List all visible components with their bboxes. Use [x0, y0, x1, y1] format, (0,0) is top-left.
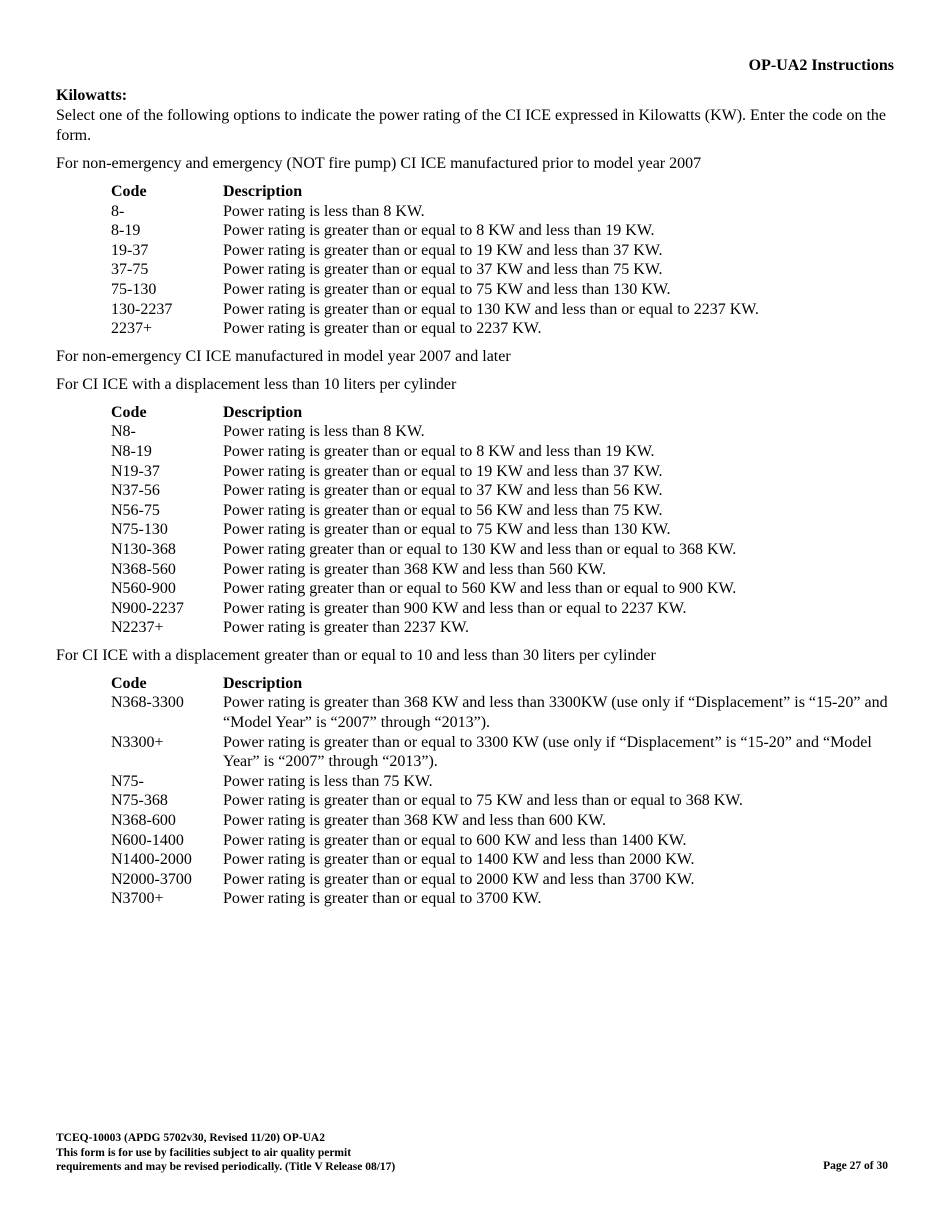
table-row [111, 300, 759, 320]
footer-release-note: requirements and may be revised periodically. (Title V Release 08/17) [56, 1161, 396, 1173]
row-code: N560-900 [111, 580, 176, 598]
section2-table [111, 403, 736, 638]
table-header-row [111, 403, 736, 423]
table-row [111, 560, 736, 580]
section2-sub-intro: For CI ICE with a displacement less than 10 liters per cylinder [56, 375, 457, 393]
table-row [111, 831, 896, 851]
main-content [56, 86, 896, 917]
row-description: Power rating is less than 8 KW. [223, 202, 425, 220]
row-description: Power rating is less than 75 KW. [223, 772, 433, 790]
table-row [111, 319, 759, 339]
row-code: 19-37 [111, 241, 149, 259]
table-row [111, 889, 896, 909]
row-description: Power rating is greater than or equal to 8 KW and less than 19 KW. [223, 222, 655, 240]
row-description: Power rating greater than or equal to 130 KW and less than or equal to 368 KW. [223, 540, 737, 558]
row-description: Power rating is less than 8 KW. [223, 423, 425, 441]
row-code: N368-560 [111, 560, 176, 578]
row-code: N1400-2000 [111, 851, 192, 869]
table-row [111, 280, 759, 300]
row-description: Power rating greater than or equal to 560 KW and less than or equal to 900 KW. [223, 580, 737, 598]
row-description: Power rating is greater than or equal to 75 KW and less than 130 KW. [223, 280, 671, 298]
row-code: 37-75 [111, 261, 149, 279]
row-description: Power rating is greater than or equal to 37 KW and less than 75 KW. [223, 261, 663, 279]
code-column-header: Code [111, 183, 147, 200]
row-code: N75-368 [111, 792, 168, 810]
code-column-header: Code [111, 403, 147, 421]
row-description: Power rating is greater than 900 KW and less than or equal to 2237 KW. [223, 599, 687, 617]
table-row [111, 693, 896, 732]
row-description: Power rating is greater than or equal to 8 KW and less than 19 KW. [223, 442, 655, 460]
table-row [111, 618, 736, 638]
row-code: 8-19 [111, 222, 141, 240]
row-description: Power rating is greater than or equal to 3300 KW (use only if “Displacement” is “15-20” and “Model Year” is “2007” through “2013”). [223, 733, 872, 771]
table-row [111, 501, 736, 521]
table-row [111, 791, 896, 811]
table-header-row [111, 674, 896, 694]
row-description: Power rating is greater than or equal to 2000 KW and less than 3700 KW. [223, 870, 695, 888]
section2-intro: For non-emergency CI ICE manufactured in model year 2007 and later [56, 347, 511, 365]
row-description: Power rating is greater than or equal to 37 KW and less than 56 KW. [223, 482, 663, 500]
row-description: Power rating is greater than or equal to 56 KW and less than 75 KW. [223, 501, 663, 519]
table-row [111, 870, 896, 890]
kilowatts-heading: Kilowatts: [56, 87, 128, 104]
table-row [111, 850, 896, 870]
row-description: Power rating is greater than or equal to 19 KW and less than 37 KW. [223, 462, 663, 480]
row-description: Power rating is greater than or equal to 3700 KW. [223, 890, 542, 908]
row-code: N3300+ [111, 733, 164, 751]
row-code: 8- [111, 202, 125, 220]
table-header-row [111, 182, 759, 202]
description-column-header: Description [223, 403, 303, 421]
table-row [111, 733, 896, 772]
table-row [111, 202, 759, 222]
row-code: N37-56 [111, 482, 160, 500]
row-description: Power rating is greater than or equal to 75 KW and less than or equal to 368 KW. [223, 792, 743, 810]
row-description: Power rating is greater than or equal to 130 KW and less than or equal to 2237 KW. [223, 300, 759, 318]
section1-intro: For non-emergency and emergency (NOT fire pump) CI ICE manufactured prior to model year 2007 [56, 155, 702, 172]
table-row [111, 811, 896, 831]
page-number: Page 27 of 30 [823, 1160, 888, 1172]
row-code: N75-130 [111, 521, 168, 539]
row-code: N368-600 [111, 812, 176, 830]
table-row [111, 442, 736, 462]
footer-usage-note: This form is for use by facilities subject to air quality permit [56, 1146, 352, 1159]
table-row [111, 772, 896, 792]
row-description: Power rating is greater than 368 KW and less than 600 KW. [223, 812, 607, 830]
description-column-header: Description [223, 183, 303, 200]
table-row [111, 579, 736, 599]
row-code: 75-130 [111, 280, 157, 298]
row-description: Power rating is greater than or equal to 600 KW and less than 1400 KW. [223, 831, 687, 849]
table-row [111, 540, 736, 560]
row-code: N8-19 [111, 442, 152, 460]
row-description: Power rating is greater than or equal to 19 KW and less than 37 KW. [223, 241, 663, 259]
row-description: Power rating is greater than or equal to 75 KW and less than 130 KW. [223, 521, 671, 539]
row-code: N75- [111, 772, 144, 790]
description-column-header: Description [223, 674, 303, 692]
row-code: N19-37 [111, 462, 160, 480]
row-code: N900-2237 [111, 599, 184, 617]
row-description: Power rating is greater than 368 KW and less than 3300KW (use only if “Displacement” is “15-20” and “Model Year” is “2007” through “2013”). [223, 694, 888, 732]
table-row [111, 221, 759, 241]
section3-table [111, 674, 896, 909]
row-code: 2237+ [111, 320, 153, 338]
row-code: N368-3300 [111, 694, 184, 712]
table-row [111, 241, 759, 261]
row-code: N130-368 [111, 540, 176, 558]
row-code: N8- [111, 423, 136, 441]
footer-form-id: TCEQ-10003 (APDG 5702v30, Revised 11/20) OP-UA2 [56, 1132, 325, 1144]
section1-table [111, 182, 759, 339]
page-header-title: OP-UA2 Instructions [748, 57, 894, 74]
page-footer [56, 1131, 395, 1175]
row-description: Power rating is greater than 2237 KW. [223, 619, 470, 637]
code-column-header: Code [111, 674, 147, 692]
row-code: N56-75 [111, 501, 160, 519]
table-row [111, 260, 759, 280]
row-code: N600-1400 [111, 831, 184, 849]
row-code: N2237+ [111, 619, 164, 637]
kilowatts-intro: Select one of the following options to indicate the power rating of the CI ICE expressed in Kilowatts (KW). Enter the code on the form. [56, 107, 886, 144]
row-code: 130-2237 [111, 300, 173, 318]
table-row [111, 481, 736, 501]
row-description: Power rating is greater than or equal to 1400 KW and less than 2000 KW. [223, 851, 695, 869]
section3-intro: For CI ICE with a displacement greater than or equal to 10 and less than 30 liters per cylinder [56, 646, 656, 664]
table-row [111, 520, 736, 540]
table-row [111, 462, 736, 482]
row-code: N3700+ [111, 890, 164, 908]
row-description: Power rating is greater than 368 KW and less than 560 KW. [223, 560, 607, 578]
table-row [111, 422, 736, 442]
row-code: N2000-3700 [111, 870, 192, 888]
row-description: Power rating is greater than or equal to 2237 KW. [223, 320, 542, 338]
table-row [111, 599, 736, 619]
